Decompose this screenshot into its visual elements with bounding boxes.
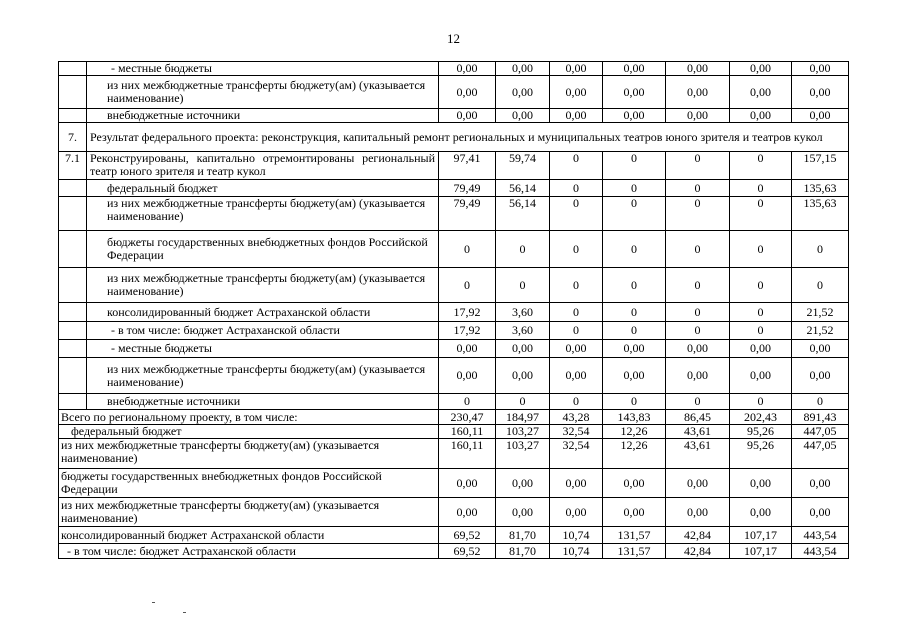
value-cell: 0,00 — [603, 340, 666, 358]
value-cell: 0 — [730, 268, 792, 303]
value-cell: 0 — [496, 268, 550, 303]
section-row — [59, 123, 849, 152]
row-label: из них межбюджетные трансферты бюджету(ам) (указывается наименование) — [59, 498, 439, 527]
table-row — [59, 322, 849, 340]
value-cell: 0,00 — [550, 340, 603, 358]
value-cell: 43,28 — [550, 410, 603, 425]
value-cell: 0 — [666, 268, 730, 303]
value-cell: 0,00 — [550, 358, 603, 394]
row-label: из них межбюджетные трансферты бюджету(ам) (указывается наименование) — [87, 268, 439, 303]
section-title: Результат федерального проекта: реконструкция, капитальный ремонт региональных и муниципальных театров юного зрителя и театров кукол — [87, 123, 849, 152]
value-cell: 0,00 — [439, 469, 496, 498]
value-cell: 0,00 — [792, 469, 849, 498]
row-label: Реконструированы, капитально отремонтированы региональный театр юного зрителя и театр кукол — [87, 152, 439, 180]
value-cell: 0 — [666, 231, 730, 268]
value-cell: 95,26 — [730, 439, 792, 469]
total-row — [59, 410, 849, 425]
value-cell: 81,70 — [496, 527, 550, 544]
row-number — [59, 268, 87, 303]
value-cell: 0,00 — [792, 340, 849, 358]
row-number — [59, 231, 87, 268]
table-row — [59, 231, 849, 268]
value-cell: 107,17 — [730, 527, 792, 544]
value-cell: 0 — [439, 268, 496, 303]
value-cell: 103,27 — [496, 425, 550, 439]
value-cell: 0 — [730, 394, 792, 410]
value-cell: 0,00 — [550, 109, 603, 123]
row-label: - в том числе: бюджет Астраханской области — [59, 544, 439, 559]
value-cell: 17,92 — [439, 322, 496, 340]
value-cell: 43,61 — [666, 439, 730, 469]
value-cell: 0,00 — [603, 498, 666, 527]
value-cell: 0 — [496, 394, 550, 410]
value-cell: 21,52 — [792, 322, 849, 340]
value-cell: 0,00 — [496, 469, 550, 498]
row-number — [59, 180, 87, 197]
value-cell: 0 — [439, 231, 496, 268]
value-cell: 157,15 — [792, 152, 849, 180]
value-cell: 0,00 — [496, 358, 550, 394]
table-row — [59, 340, 849, 358]
value-cell: 56,14 — [496, 180, 550, 197]
value-cell: 0 — [550, 180, 603, 197]
budget-table — [58, 61, 849, 559]
value-cell: 0,00 — [666, 340, 730, 358]
value-cell: 103,27 — [496, 439, 550, 469]
value-cell: 43,61 — [666, 425, 730, 439]
value-cell: 0 — [730, 303, 792, 322]
value-cell: 0 — [550, 152, 603, 180]
value-cell: 12,26 — [603, 425, 666, 439]
row-number — [59, 322, 87, 340]
row-label: федеральный бюджет — [59, 425, 439, 439]
value-cell: 0,00 — [603, 358, 666, 394]
table-row — [59, 180, 849, 197]
value-cell: 0,00 — [666, 62, 730, 76]
row-number: 7.1 — [59, 152, 87, 180]
value-cell: 32,54 — [550, 425, 603, 439]
value-cell: 0 — [730, 180, 792, 197]
value-cell: 21,52 — [792, 303, 849, 322]
value-cell: 0,00 — [550, 498, 603, 527]
row-label: бюджеты государственных внебюджетных фондов Российской Федерации — [59, 469, 439, 498]
value-cell: 0 — [730, 231, 792, 268]
value-cell: 0,00 — [496, 498, 550, 527]
value-cell: 0,00 — [730, 340, 792, 358]
value-cell: 42,84 — [666, 544, 730, 559]
value-cell: 0 — [439, 394, 496, 410]
value-cell: 0 — [496, 231, 550, 268]
row-number — [59, 197, 87, 231]
value-cell: 0,00 — [666, 498, 730, 527]
value-cell: 97,41 — [439, 152, 496, 180]
value-cell: 0 — [550, 303, 603, 322]
page-number: 12 — [447, 31, 460, 46]
row-number — [59, 303, 87, 322]
value-cell: 0,00 — [792, 76, 849, 109]
row-label: из них межбюджетные трансферты бюджету(ам) (указывается наименование) — [87, 76, 439, 109]
value-cell: 0,00 — [439, 358, 496, 394]
value-cell: 32,54 — [550, 439, 603, 469]
row-number — [59, 394, 87, 410]
value-cell: 0,00 — [603, 76, 666, 109]
value-cell: 0,00 — [496, 109, 550, 123]
value-cell: 0 — [550, 322, 603, 340]
row-label: из них межбюджетные трансферты бюджету(ам) (указывается наименование) — [87, 197, 439, 231]
value-cell: 0 — [603, 197, 666, 231]
table-row — [59, 498, 849, 527]
value-cell: 443,54 — [792, 544, 849, 559]
value-cell: 0 — [730, 197, 792, 231]
value-cell: 135,63 — [792, 180, 849, 197]
value-cell: 160,11 — [439, 425, 496, 439]
section-number: 7. — [59, 123, 87, 152]
row-label: внебюджетные источники — [87, 109, 439, 123]
row-label: консолидированный бюджет Астраханской области — [87, 303, 439, 322]
table-row — [59, 469, 849, 498]
value-cell: 0 — [666, 197, 730, 231]
value-cell: 59,74 — [496, 152, 550, 180]
value-cell: 184,97 — [496, 410, 550, 425]
table-row — [59, 439, 849, 469]
value-cell: 0 — [603, 180, 666, 197]
value-cell: 0,00 — [439, 62, 496, 76]
total-label: Всего по региональному проекту, в том числе: — [59, 410, 439, 425]
row-number — [59, 76, 87, 109]
value-cell: 447,05 — [792, 425, 849, 439]
value-cell: 0,00 — [439, 340, 496, 358]
value-cell: 0,00 — [439, 498, 496, 527]
value-cell: 0 — [603, 268, 666, 303]
value-cell: 0 — [550, 268, 603, 303]
value-cell: 443,54 — [792, 527, 849, 544]
value-cell: 0,00 — [730, 498, 792, 527]
value-cell: 0,00 — [603, 469, 666, 498]
value-cell: 0 — [603, 322, 666, 340]
value-cell: 0 — [666, 394, 730, 410]
value-cell: 131,57 — [603, 544, 666, 559]
value-cell: 0 — [603, 303, 666, 322]
value-cell: 0,00 — [666, 76, 730, 109]
table-row — [59, 197, 849, 231]
row-label: федеральный бюджет — [87, 180, 439, 197]
value-cell: 0,00 — [730, 76, 792, 109]
value-cell: 10,74 — [550, 527, 603, 544]
value-cell: 0,00 — [550, 62, 603, 76]
value-cell: 0,00 — [792, 498, 849, 527]
value-cell: 0 — [792, 268, 849, 303]
table-row — [59, 358, 849, 394]
value-cell: 135,63 — [792, 197, 849, 231]
row-number — [59, 358, 87, 394]
value-cell: 0 — [550, 394, 603, 410]
row-number — [59, 62, 87, 76]
value-cell: 0,00 — [730, 62, 792, 76]
value-cell: 69,52 — [439, 527, 496, 544]
value-cell: 0 — [666, 152, 730, 180]
value-cell: 0,00 — [666, 469, 730, 498]
value-cell: 0 — [666, 180, 730, 197]
row-number — [59, 340, 87, 358]
table-row — [59, 544, 849, 559]
row-label: консолидированный бюджет Астраханской области — [59, 527, 439, 544]
value-cell: 160,11 — [439, 439, 496, 469]
value-cell: 0 — [666, 322, 730, 340]
value-cell: 17,92 — [439, 303, 496, 322]
value-cell: 79,49 — [439, 180, 496, 197]
value-cell: 0,00 — [496, 340, 550, 358]
value-cell: 0,00 — [550, 469, 603, 498]
value-cell: 0 — [603, 394, 666, 410]
value-cell: 0 — [730, 322, 792, 340]
table-row — [59, 152, 849, 180]
value-cell: 0,00 — [730, 109, 792, 123]
value-cell: 3,60 — [496, 322, 550, 340]
value-cell: 0 — [792, 394, 849, 410]
value-cell: 0,00 — [496, 62, 550, 76]
value-cell: 230,47 — [439, 410, 496, 425]
table-row — [59, 62, 849, 76]
value-cell: 0,00 — [666, 109, 730, 123]
value-cell: 0 — [666, 303, 730, 322]
table-row — [59, 109, 849, 123]
row-label: бюджеты государственных внебюджетных фондов Российской Федерации — [87, 231, 439, 268]
value-cell: 0,00 — [792, 109, 849, 123]
table-row — [59, 76, 849, 109]
value-cell: 0,00 — [792, 358, 849, 394]
value-cell: 107,17 — [730, 544, 792, 559]
table-row — [59, 303, 849, 322]
value-cell: 10,74 — [550, 544, 603, 559]
value-cell: 0,00 — [439, 76, 496, 109]
value-cell: 0,00 — [730, 358, 792, 394]
row-label: из них межбюджетные трансферты бюджету(ам) (указывается наименование) — [59, 439, 439, 469]
value-cell: 0 — [603, 231, 666, 268]
row-label: - местные бюджеты — [87, 340, 439, 358]
value-cell: 69,52 — [439, 544, 496, 559]
value-cell: 86,45 — [666, 410, 730, 425]
value-cell: 0,00 — [496, 76, 550, 109]
value-cell: 0 — [550, 231, 603, 268]
value-cell: 12,26 — [603, 439, 666, 469]
table-row — [59, 425, 849, 439]
row-label: - в том числе: бюджет Астраханской области — [87, 322, 439, 340]
value-cell: 143,83 — [603, 410, 666, 425]
value-cell: 0 — [603, 152, 666, 180]
value-cell: 0,00 — [603, 109, 666, 123]
row-number — [59, 109, 87, 123]
value-cell: 95,26 — [730, 425, 792, 439]
value-cell: 81,70 — [496, 544, 550, 559]
value-cell: 0,00 — [550, 76, 603, 109]
row-label: из них межбюджетные трансферты бюджету(ам) (указывается наименование) — [87, 358, 439, 394]
value-cell: 42,84 — [666, 527, 730, 544]
table-row — [59, 394, 849, 410]
value-cell: 3,60 — [496, 303, 550, 322]
value-cell: 79,49 — [439, 197, 496, 231]
scan-speck — [183, 612, 186, 613]
value-cell: 891,43 — [792, 410, 849, 425]
value-cell: 202,43 — [730, 410, 792, 425]
table-row — [59, 527, 849, 544]
table-row — [59, 268, 849, 303]
value-cell: 0 — [792, 231, 849, 268]
value-cell: 0,00 — [603, 62, 666, 76]
value-cell: 0,00 — [439, 109, 496, 123]
value-cell: 0 — [730, 152, 792, 180]
value-cell: 0,00 — [792, 62, 849, 76]
value-cell: 0,00 — [730, 469, 792, 498]
row-label: внебюджетные источники — [87, 394, 439, 410]
value-cell: 56,14 — [496, 197, 550, 231]
value-cell: 0 — [550, 197, 603, 231]
table-body — [59, 62, 849, 559]
row-label: - местные бюджеты — [87, 62, 439, 76]
scan-speck — [152, 602, 155, 603]
value-cell: 447,05 — [792, 439, 849, 469]
value-cell: 0,00 — [666, 358, 730, 394]
value-cell: 131,57 — [603, 527, 666, 544]
